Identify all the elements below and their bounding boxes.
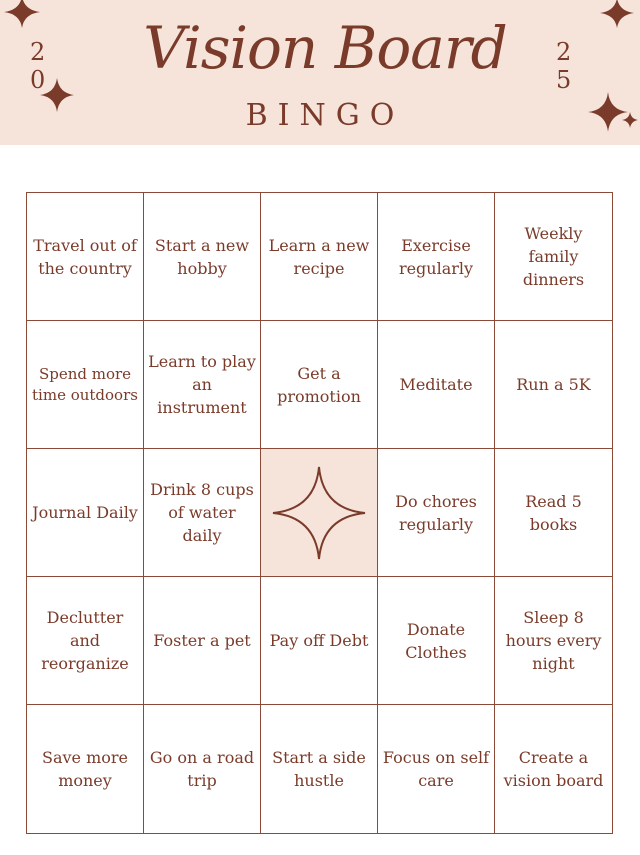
bingo-cell[interactable] [378,705,495,833]
bingo-cell-label: Create a vision board [503,748,604,790]
sparkle-icon [600,0,634,28]
bingo-cell-label: Drink 8 cups of water daily [150,480,254,545]
bingo-cell[interactable] [144,449,261,577]
sparkle-icon [4,0,48,30]
year-right: 2 5 [556,38,587,94]
bingo-cell[interactable] [144,193,261,321]
bingo-cell[interactable] [27,705,144,833]
bingo-cell-label: Foster a pet [153,631,251,650]
bingo-cell-label: Declutter and reorganize [41,608,129,673]
bingo-cell-label: Start a side hustle [272,748,366,790]
bingo-cell-label: Start a new hobby [154,235,250,278]
bingo-cell-label: Learn to play an instrument [148,352,256,417]
bingo-cell-label: Sleep 8 hours every night [505,608,602,673]
bingo-cell-label: Journal Daily [32,503,138,522]
bingo-cell[interactable] [144,321,261,449]
bingo-cell[interactable] [495,577,612,705]
bingo-cell[interactable] [495,193,612,321]
bingo-cell[interactable] [495,705,612,833]
bingo-cell-label: Focus on self care [382,748,490,790]
bingo-cell-label: Exercise regularly [398,235,474,278]
bingo-cell-label: Do chores regularly [395,491,477,534]
bingo-cell-label: Run a 5K [516,375,591,394]
bingo-cell[interactable] [378,321,495,449]
bingo-cell-label: Spend more time outdoors [32,364,138,404]
bingo-board [26,192,613,834]
bingo-cell[interactable] [144,577,261,705]
four-point-star-icon [271,465,367,561]
bingo-cell-label: Meditate [399,375,473,394]
free-space-cell[interactable] [261,449,378,577]
bingo-cell-label: Weekly family dinners [522,224,585,289]
bingo-cell[interactable] [261,193,378,321]
bingo-cell[interactable] [27,449,144,577]
year-left: 2 0 [30,38,61,94]
bingo-cell-label: Donate Clothes [405,619,467,662]
bingo-cell[interactable] [378,577,495,705]
bingo-cell[interactable] [27,321,144,449]
bingo-cell[interactable] [27,577,144,705]
bingo-cell[interactable] [261,577,378,705]
bingo-cell[interactable] [495,449,612,577]
bingo-cell-label: Read 5 books [525,491,582,534]
header-banner [0,0,640,145]
bingo-cell[interactable] [27,193,144,321]
bingo-cell-label: Learn a new recipe [268,235,370,278]
bingo-cell[interactable] [261,321,378,449]
bingo-cell[interactable] [144,705,261,833]
bingo-subtitle: BINGO [245,98,405,133]
bingo-cell[interactable] [261,705,378,833]
bingo-cell[interactable] [378,449,495,577]
bingo-cell-label: Go on a road trip [149,748,255,790]
bingo-cell-label: Get a promotion [277,363,361,406]
bingo-cell-label: Save more money [41,748,128,790]
bingo-cell[interactable] [378,193,495,321]
bingo-cell-label: Travel out of the country [33,235,137,278]
bingo-cell[interactable] [495,321,612,449]
bingo-cell-label: Pay off Debt [269,631,369,650]
page-title: Vision Board [143,14,507,82]
